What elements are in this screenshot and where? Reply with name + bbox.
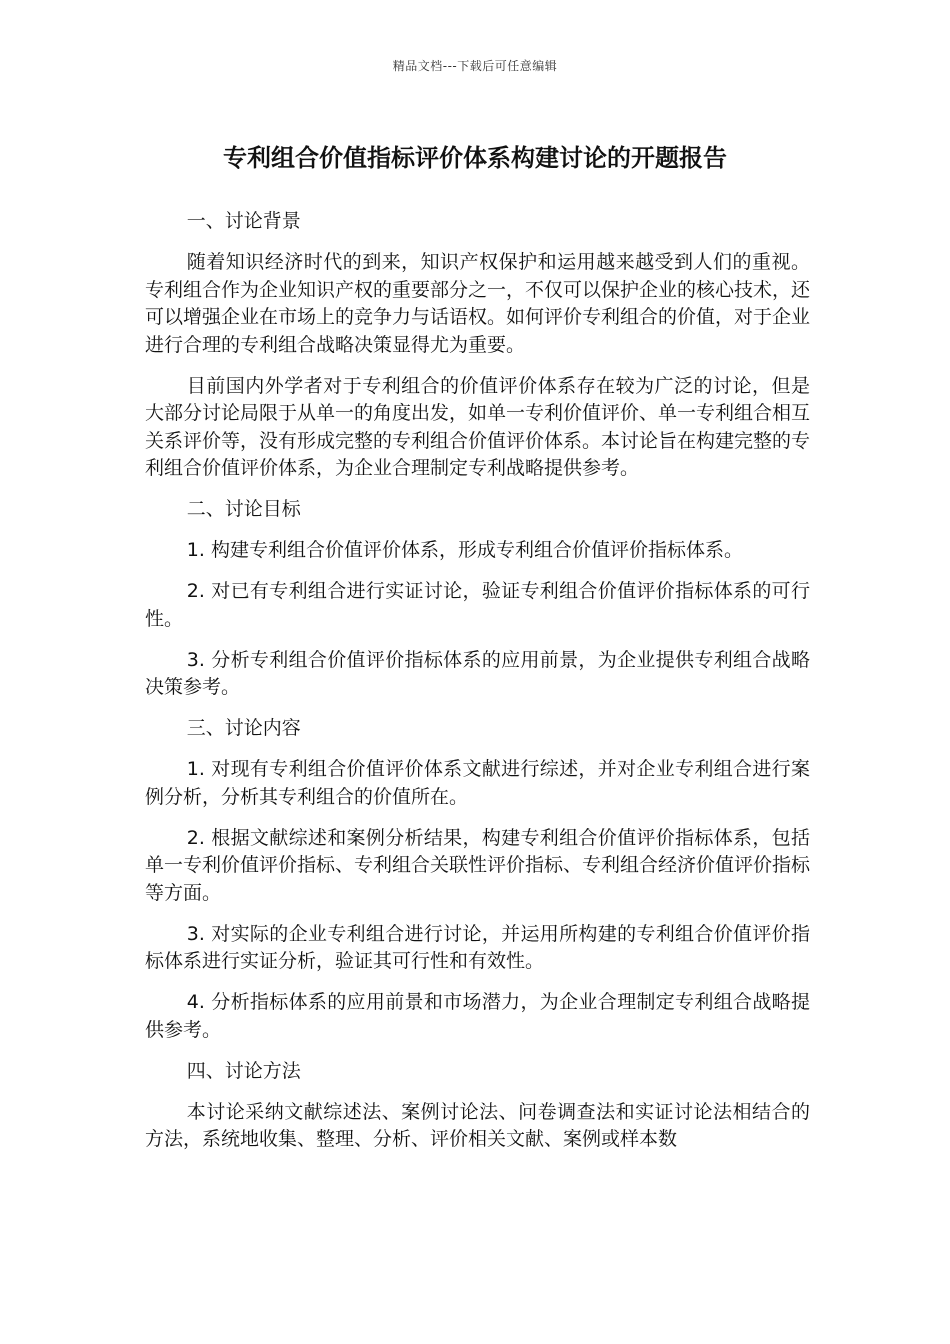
content-item-2: 2. 根据文献综述和案例分析结果，构建专利组合价值评价指标体系，包括单一专利价值评价指标、专利组合关联性评价指标、专利组合经济价值评价指标等方面。	[145, 826, 811, 904]
document-title: 专利组合价值指标评价体系构建讨论的开题报告	[223, 144, 727, 172]
background-paragraph-2: 目前国内外学者对于专利组合的价值评价体系存在较为广泛的讨论，但是大部分讨论局限于从单一的角度出发，如单一专利价值评价、单一专利组合相互关系评价等，没有形成完整的专利组合价值评价体系。本讨论旨在构建完整的专利组合价值评价体系，为企业合理制定专利战略提供参考。	[145, 374, 811, 479]
section-heading-content: 三、讨论内容	[186, 717, 301, 739]
section-heading-methods: 四、讨论方法	[186, 1059, 301, 1082]
header-note: 精品文档---下载后可任意编辑	[392, 59, 558, 73]
methods-paragraph-1: 本讨论采纳文献综述法、案例讨论法、问卷调查法和实证讨论法相结合的方法，系统地收集、整理、分析、评价相关文献、案例或样本数	[145, 1100, 810, 1150]
content-item-3: 3. 对实际的企业专利组合进行讨论，并运用所构建的专利组合价值评价指标体系进行实证分析，验证其可行性和有效性。	[145, 922, 810, 972]
background-paragraph-1: 随着知识经济时代的到来，知识产权保护和运用越来越受到人们的重视。专利组合作为企业知识产权的重要部分之一，不仅可以保护企业的核心技术，还可以增强企业在市场上的竞争力与话语权。如何评价专利组合的价值，对于企业进行合理的专利组合战略决策显得尤为重要。	[145, 251, 811, 356]
content-item-4: 4. 分析指标体系的应用前景和市场潜力，为企业合理制定专利组合战略提供参考。	[145, 991, 810, 1041]
goal-item-1: 1. 构建专利组合价值评价体系，形成专利组合价值评价指标体系。	[186, 539, 743, 561]
goal-item-3: 3. 分析专利组合价值评价指标体系的应用前景，为企业提供专利组合战略决策参考。	[145, 648, 810, 698]
section-heading-goals: 二、讨论目标	[186, 498, 301, 520]
document-body	[145, 208, 810, 1167]
goal-item-2: 2. 对已有专利组合进行实证讨论，验证专利组合价值评价指标体系的可行性。	[145, 580, 810, 630]
content-item-1: 1. 对现有专利组合价值评价体系文献进行综述，并对企业专利组合进行案例分析，分析其专利组合的价值所在。	[145, 758, 810, 808]
section-heading-background: 一、讨论背景	[186, 210, 301, 232]
